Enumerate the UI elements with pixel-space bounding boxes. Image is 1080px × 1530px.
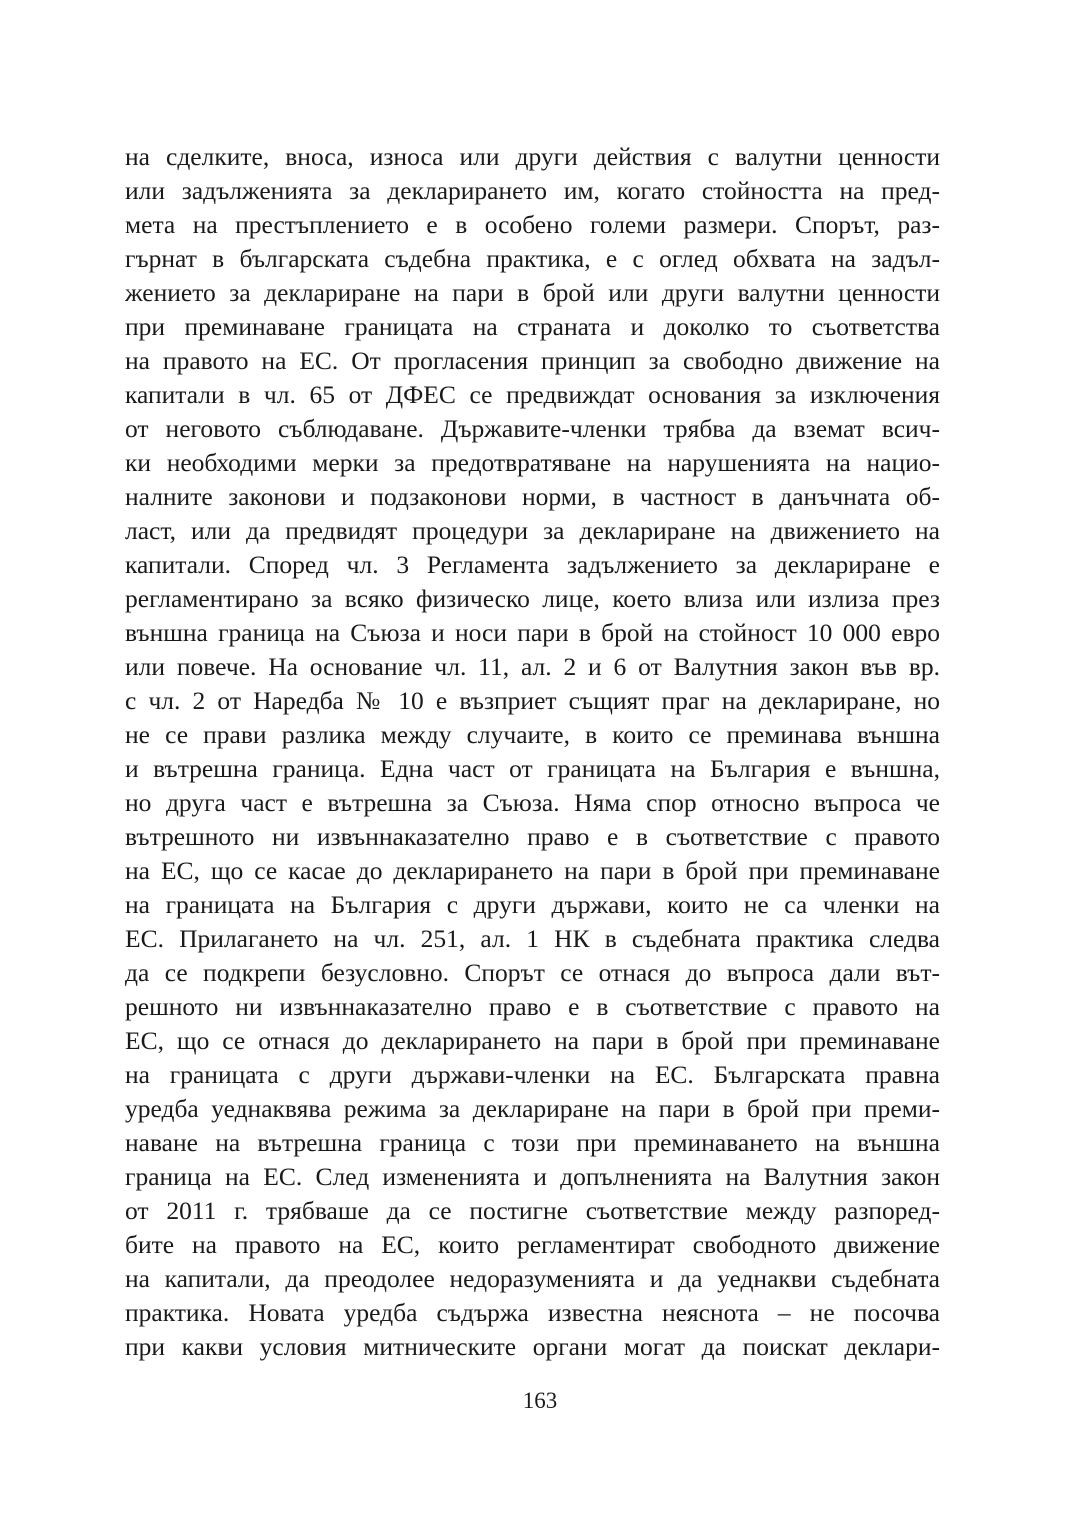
text-line: ЕС. Прилагането на чл. 251, ал. 1 НК в съдебната практика следва	[125, 924, 940, 953]
text-line: граница на ЕС. След измененията и допълненията на Валутния закон	[125, 1162, 940, 1191]
text-line: ЕС, що се отнася до декларирането на пари в брой при преминаване	[125, 1026, 940, 1055]
text-line: решното ни извъннаказателно право е в съответствие с правото на	[125, 992, 940, 1021]
text-line: ласт, или да предвидят процедури за деклариране на движението на	[125, 516, 940, 545]
text-line: капитали. Според чл. 3 Регламента задължението за деклариране е	[125, 550, 940, 579]
text-line: външна граница на Съюза и носи пари в брой на стойност 10 000 евро	[125, 618, 940, 647]
text-line: налните законови и подзаконови норми, в частност в данъчната об-	[125, 482, 940, 511]
text-line: или задълженията за декларирането им, когато стойността на пред-	[125, 176, 940, 205]
page-number: 163	[522, 1388, 558, 1413]
text-line: мета на престъплението е в особено големи размери. Спорът, раз-	[125, 210, 940, 239]
text-line: капитали в чл. 65 от ДФЕС се предвиждат основания за изключения	[125, 380, 940, 409]
body-text	[125, 140, 940, 1364]
text-line: с чл. 2 от Наредба № 10 е възприет същият праг на деклариране, но	[125, 686, 940, 715]
text-line: при какви условия митническите органи могат да поискат деклари-	[125, 1332, 940, 1361]
text-line: ки необходими мерки за предотвратяване на нарушенията на нацио-	[125, 448, 940, 477]
text-line: от неговото съблюдаване. Държавите-членки трябва да вземат всич-	[125, 414, 940, 443]
text-line: жението за деклариране на пари в брой или други валутни ценности	[125, 278, 940, 307]
text-line: на капитали, да преодолее недоразуменията и да уеднакви съдебната	[125, 1264, 940, 1293]
text-line: уредба уеднаквява режима за деклариране на пари в брой при преми-	[125, 1094, 940, 1123]
text-line: но друга част е вътрешна за Съюза. Няма спор относно въпроса че	[125, 788, 940, 817]
text-line: на правото на ЕС. От прогласения принцип за свободно движение на	[125, 346, 940, 375]
text-line: при преминаване границата на страната и доколко то съответства	[125, 312, 940, 341]
text-line: гърнат в българската съдебна практика, е с оглед обхвата на задъл-	[125, 244, 940, 273]
text-line: практика. Новата уредба съдържа известна неяснота – не посочва	[125, 1298, 940, 1327]
text-line: или повече. На основание чл. 11, ал. 2 и 6 от Валутния закон във вр.	[125, 652, 940, 681]
text-line: на ЕС, що се касае до декларирането на пари в брой при преминаване	[125, 856, 940, 885]
text-line: и вътрешна граница. Една част от границата на България е външна,	[125, 754, 940, 783]
text-line: не се прави разлика между случаите, в които се преминава външна	[125, 720, 940, 749]
text-line: регламентирано за всяко физическо лице, което влиза или излиза през	[125, 584, 940, 613]
text-line: на сделките, вноса, износа или други действия с валутни ценности	[125, 142, 940, 171]
text-line: на границата с други държави-членки на ЕС. Българската правна	[125, 1060, 940, 1089]
text-line: да се подкрепи безусловно. Спорът се отнася до въпроса дали вът-	[125, 958, 940, 987]
text-line: на границата на България с други държави, които не са членки на	[125, 890, 940, 919]
text-line: бите на правото на ЕС, които регламентират свободното движение	[125, 1230, 940, 1259]
text-line: наване на вътрешна граница с този при преминаването на външна	[125, 1128, 940, 1157]
text-line: вътрешното ни извъннаказателно право е в съответствие с правото	[125, 822, 940, 851]
text-line: от 2011 г. трябваше да се постигне съответствие между разпоред-	[125, 1196, 940, 1225]
